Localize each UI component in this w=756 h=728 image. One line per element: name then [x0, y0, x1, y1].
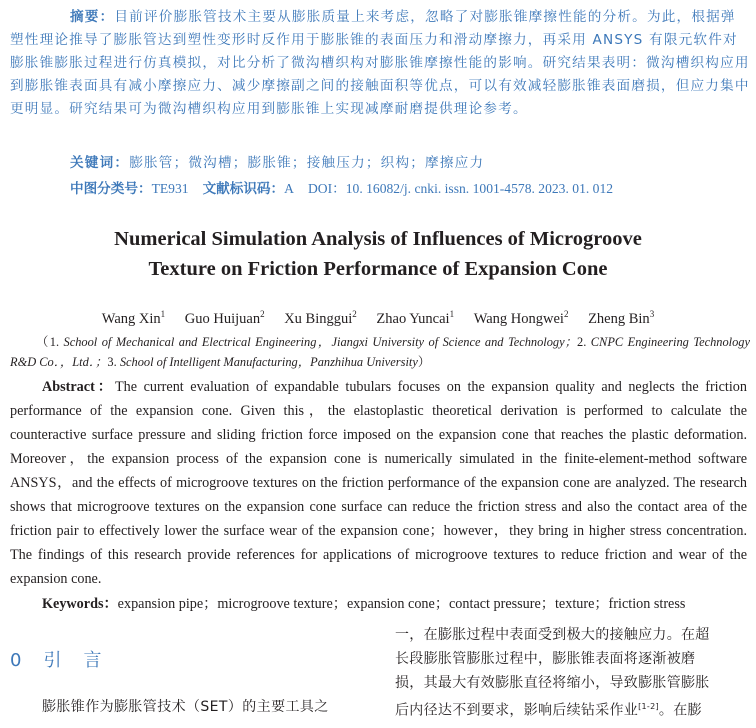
affiliation-3: School of Intelligent Manufacturing，Panzhihua University — [119, 355, 418, 369]
section-heading — [10, 646, 101, 672]
clc-label: 中图分类号： — [70, 181, 152, 197]
doc-code-label: 文献标识码： — [202, 181, 285, 197]
keywords-cn-text: 膨胀管；微沟槽；膨胀锥；接触压力；织构；摩擦应力 — [129, 155, 485, 171]
author — [376, 311, 454, 327]
keywords-en-text: expansion pipe；microgroove texture；expansion cone；contact pressure；texture；friction stress — [117, 596, 686, 612]
section-number: 0 — [10, 650, 22, 671]
author-affil-mark: 3 — [649, 309, 655, 319]
affil-number: 1. — [49, 335, 60, 349]
clc-value: TE931 — [151, 181, 189, 196]
author-name: Xu Binggui — [284, 310, 353, 327]
abstract-cn-text: 目前评价膨胀管技术主要从膨胀质量上来考虑，忽略了对膨胀锥摩擦性能的分析。为此，根据弹塑性理论推导了膨胀管达到塑性变形时反作用于膨胀锥的表面压力和滑动摩擦力，再采用 ANSYS 有限元软件对膨胀锥膨胀过程进行仿真模拟，对比分析了微沟槽织构对膨胀锥摩擦性能的影响。研究结果表明：微沟槽织构应用到膨胀锥表面具有减小摩擦应力、减少摩擦副之间的接触面积等优点，可以有效减轻膨胀锥表面磨损，但应力集中更明显。研究结果可为微沟槽织构应用到膨胀锥上实现减摩耐磨提供理论参考。 — [10, 9, 750, 117]
author — [185, 311, 265, 327]
paper-title-en — [0, 224, 756, 284]
body-left-column-line: 膨胀锥作为膨胀管技术（SET）的主要工具之 — [42, 699, 329, 715]
keywords-cn-label: 关键词： — [70, 155, 130, 171]
body-text: 。在膨 — [658, 703, 702, 720]
author — [102, 311, 165, 327]
body-right-column — [395, 624, 747, 724]
author-name: Wang Xin — [101, 310, 161, 327]
author-affil-mark: 2 — [563, 309, 569, 319]
body-line: 损，其最大有效膨胀直径将缩小，导致膨胀管膨胀 — [395, 674, 710, 691]
author-list — [0, 309, 756, 328]
author — [284, 311, 357, 327]
affil-close: ） — [417, 355, 431, 369]
abstract-en-text: The current evaluation of expandable tubulars focuses on the expansion quality and neglects the friction performance of the expansion cone. Given this，the elastoplastic theoretical derivation is performed to calculate the counteractive surface pressure and sliding friction force imposed on the expansion cone that reaches the plastic deformation. Moreover，the expansion process of the expansion cone is numerically simulated in the finite-element-method software ANSYS，and the effects of microgroove textures on the friction performance of the expansion cone are analyzed. The research shows that microgroove textures on the expansion cone surface can reduce the friction stress and also the contact area of the friction pair to effectively lower the surface wear of the expansion cone；however，they bring in higher stress concentration. The findings of this research provide references for applications of microgroove textures to reduce friction and wear of the expansion cone. — [10, 379, 747, 587]
abstract-cn-label: 摘要： — [70, 9, 115, 25]
section-title-char: 引 — [43, 650, 62, 671]
section-title-char: 言 — [83, 650, 102, 671]
author-affil-mark: 2 — [352, 309, 357, 319]
affil-number: 3. — [107, 355, 117, 369]
author-name: Zhao Yuncai — [376, 310, 450, 327]
keywords-cn — [70, 151, 484, 171]
affil-open: （ — [36, 335, 50, 349]
author — [588, 311, 654, 327]
body-text: 后内径达不到要求，影响后续钻采作业 — [395, 703, 639, 720]
affil-number: 2. — [577, 335, 587, 349]
abstract-cn — [10, 6, 750, 121]
author-name: Wang Hongwei — [473, 310, 564, 327]
affiliation-1: School of Mechanical and Electrical Engineering，Jiangxi University of Science and Technology； — [63, 335, 578, 349]
doi-value: 10. 16082/j. cnki. issn. 1001-4578. 2023. 01. 012 — [345, 181, 614, 196]
abstract-en-label: Abstract： — [42, 379, 115, 395]
title-line-1: Numerical Simulation Analysis of Influences of Microgroove — [114, 228, 642, 250]
author-name: Guo Huijuan — [184, 310, 261, 327]
keywords-en-label: Keywords： — [42, 596, 118, 612]
abstract-en — [10, 375, 747, 591]
author — [474, 311, 569, 327]
author-affil-mark: 1 — [449, 309, 455, 319]
body-line: 一，在膨胀过程中表面受到极大的接触应力。在超 — [395, 627, 710, 643]
classification-row — [70, 177, 613, 197]
keywords-en — [42, 593, 685, 613]
author-affil-mark: 2 — [260, 309, 265, 319]
doi-label: DOI： — [307, 181, 346, 196]
author-name: Zheng Bin — [588, 310, 650, 327]
author-affil-mark: 1 — [160, 309, 166, 319]
citation-ref: [1-2] — [638, 702, 659, 712]
affiliations — [10, 332, 750, 372]
affiliation-2: CNPC Engineering Technology R&D Co．，Ltd．； — [10, 335, 751, 369]
body-line: 长段膨胀管膨胀过程中，膨胀锥表面将逐渐被磨 — [395, 650, 696, 667]
title-line-2: Texture on Friction Performance of Expansion Cone — [148, 258, 608, 280]
body-line — [395, 695, 747, 723]
doc-code-value: A — [284, 181, 294, 196]
